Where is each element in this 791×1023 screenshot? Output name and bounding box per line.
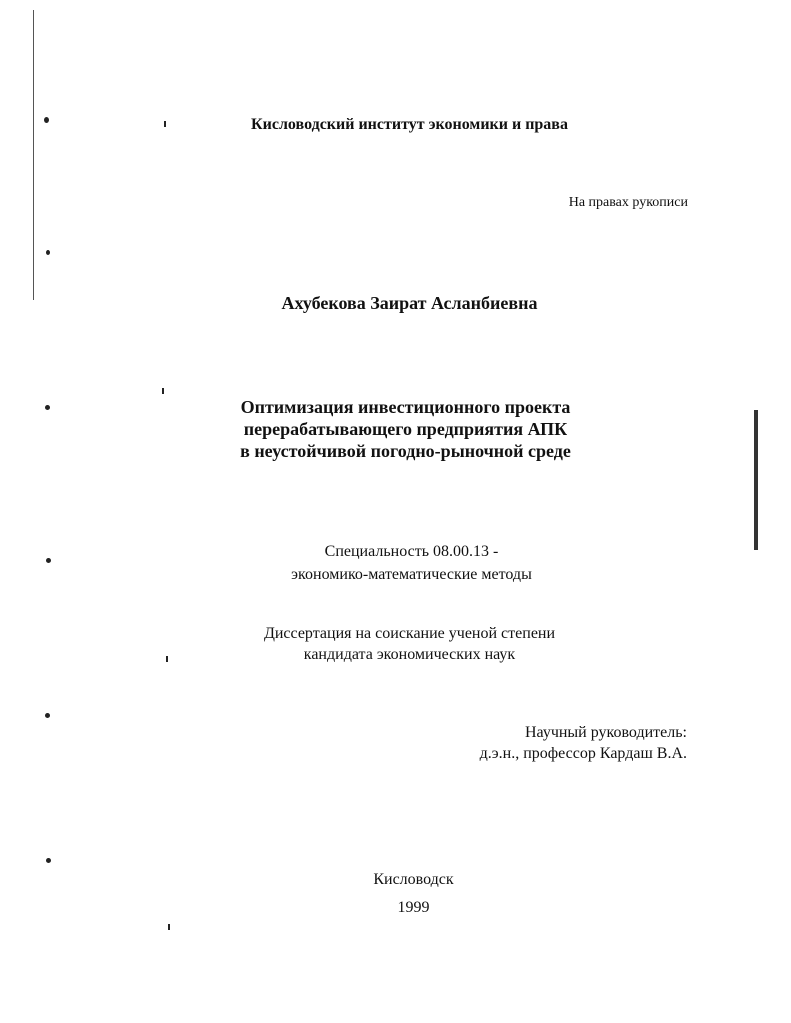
scan-tick-mark [168,924,170,930]
manuscript-note: На правах рукописи [568,195,688,210]
dissertation-line-1: Диссертация на соискание ученой степени [263,625,556,642]
author-name: Ахубекова Заират Асланбиевна [281,293,538,313]
institution-name: Кисловодский институт экономики и права [251,116,568,133]
supervisor-label: Научный руководитель: [524,724,687,741]
city: Кисловодск [373,871,454,888]
scan-tick-mark [162,388,164,394]
scan-punch-mark [46,250,50,255]
title-line-3: в неустойчивой погодно-рыночной среде [240,441,571,461]
scan-left-edge-line [33,10,34,300]
dissertation-line-2: кандидата экономических наук [303,646,516,663]
scan-punch-mark [45,713,50,718]
year: 1999 [397,899,430,916]
supervisor-name: д.э.н., профессор Кардаш В.А. [479,745,687,762]
title-line-2: перерабатывающего предприятия АПК [243,419,568,439]
title-line-1: Оптимизация инвестиционного проекта [240,397,571,417]
specialty-line-2: экономико-математические методы [291,566,532,583]
specialty-line-1: Специальность 08.00.13 - [324,543,499,560]
scan-punch-mark [46,858,51,863]
